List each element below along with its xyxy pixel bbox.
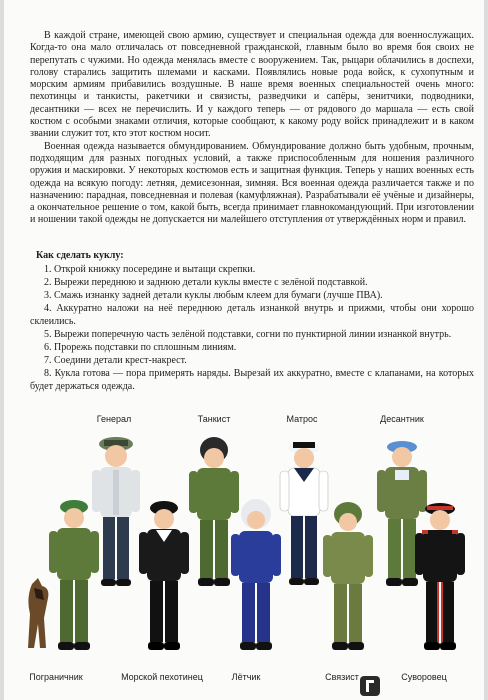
instructions-title: Как сделать куклу: [36,250,124,261]
label-tankist: Танкист [197,414,231,424]
intro-text [30,30,474,227]
instruction-step: 3. Смажь изнанку задней детали куклы любым клеем для бумаги (лучше ПВА). [44,290,383,301]
label-morpeh: Морской пехотинец [121,672,203,682]
instruction-step: 1. Открой книжку посередине и вытащи скрепки. [44,264,256,275]
label-desantnik: Десантник [380,414,424,424]
instructions [30,249,474,393]
intro-paragraph-1: В каждой стране, имеющей свою армию, существует и специальная одежда для военнослужащих. Когда-то она мало отличалась от повседневной гражданской, главным было во время боя своих не перепутать с чужими. Но одежда менялась вместе с вооружением. Так, рыцари облачились в доспехи, голову старались защитить шлемами и касками. Появлялись новые рода войск, к сухопутным и морским армиям прибавились воздушные. В наше время военных специальностей очень много: пехотинцы и танкисты, ракетчики и связисты, разведчики и сапёры, зенитчики, подводники, десантники — всех не перечислить. И у каждого теперь — от рядового до маршала — есть свой костюм с особыми знаками отличия, которые сообщают, к какому роду войск принадлежит и в каком звании служит тот, кто этот костюм носит. [30,30,474,140]
svyazist-figure [318,494,378,664]
label-general: Генерал [96,414,132,424]
instructions-list [30,263,474,393]
dog-icon [22,578,56,652]
label-pogranichnik: Пограничник [29,672,83,682]
instruction-step: 5. Вырежи поперечную часть зелёной подставки, согни по пунктирной линии изнанкой внутрь. [44,329,452,340]
label-matros: Матрос [286,414,318,424]
label-suvorovets: Суворовец [401,672,447,682]
instruction-step: 4. Аккуратно наложи на неё переднюю деталь изнанкой внутрь и прижми, чтобы они хорошо склеились. [30,303,474,327]
letchik-figure [226,494,286,664]
suvorovets-figure [410,494,470,664]
instruction-step: 8. Кукла готова — пора примерять наряды. Вырезай их аккуратно, вместе с клапанами, на которых будет держаться одежда. [30,368,474,392]
instruction-step: 6. Прорежь подставки по сплошным линиям. [44,342,237,353]
instruction-step: 7. Соедини детали крест-накрест. [44,355,187,366]
morpeh-figure [134,494,194,664]
watermark-logo [360,674,478,698]
intro-paragraph-2: Военная одежда называется обмундированием. Обмундирование должно быть удобным, прочным, подходящим для разных погодных условий, а также приспособленным для ношения различного оружия и маскировки. У некоторых костюмов есть и защитная функция. Теперь у наших военных есть одежда на всякую погоду: летняя, демисезонная, зимняя. Вся военная одежда различается также и по назначению: парадная, повседневная и полевая (камуфляжная). Разрабатывали её учёные и дизайнеры, а окончательное решение о том, какой быть, всегда принимает главнокомандующий. При изготовлении и ношении такой одежды не допускается ни малейшего отступления от утверждённых норм и правил. [30,140,474,226]
label-svyazist: Связист [325,672,359,682]
instruction-step: 2. Вырежи переднюю и заднюю детали куклы вместе с зелёной подставкой. [44,277,368,288]
book-page [4,0,484,700]
label-letchik: Лётчик [231,672,261,682]
